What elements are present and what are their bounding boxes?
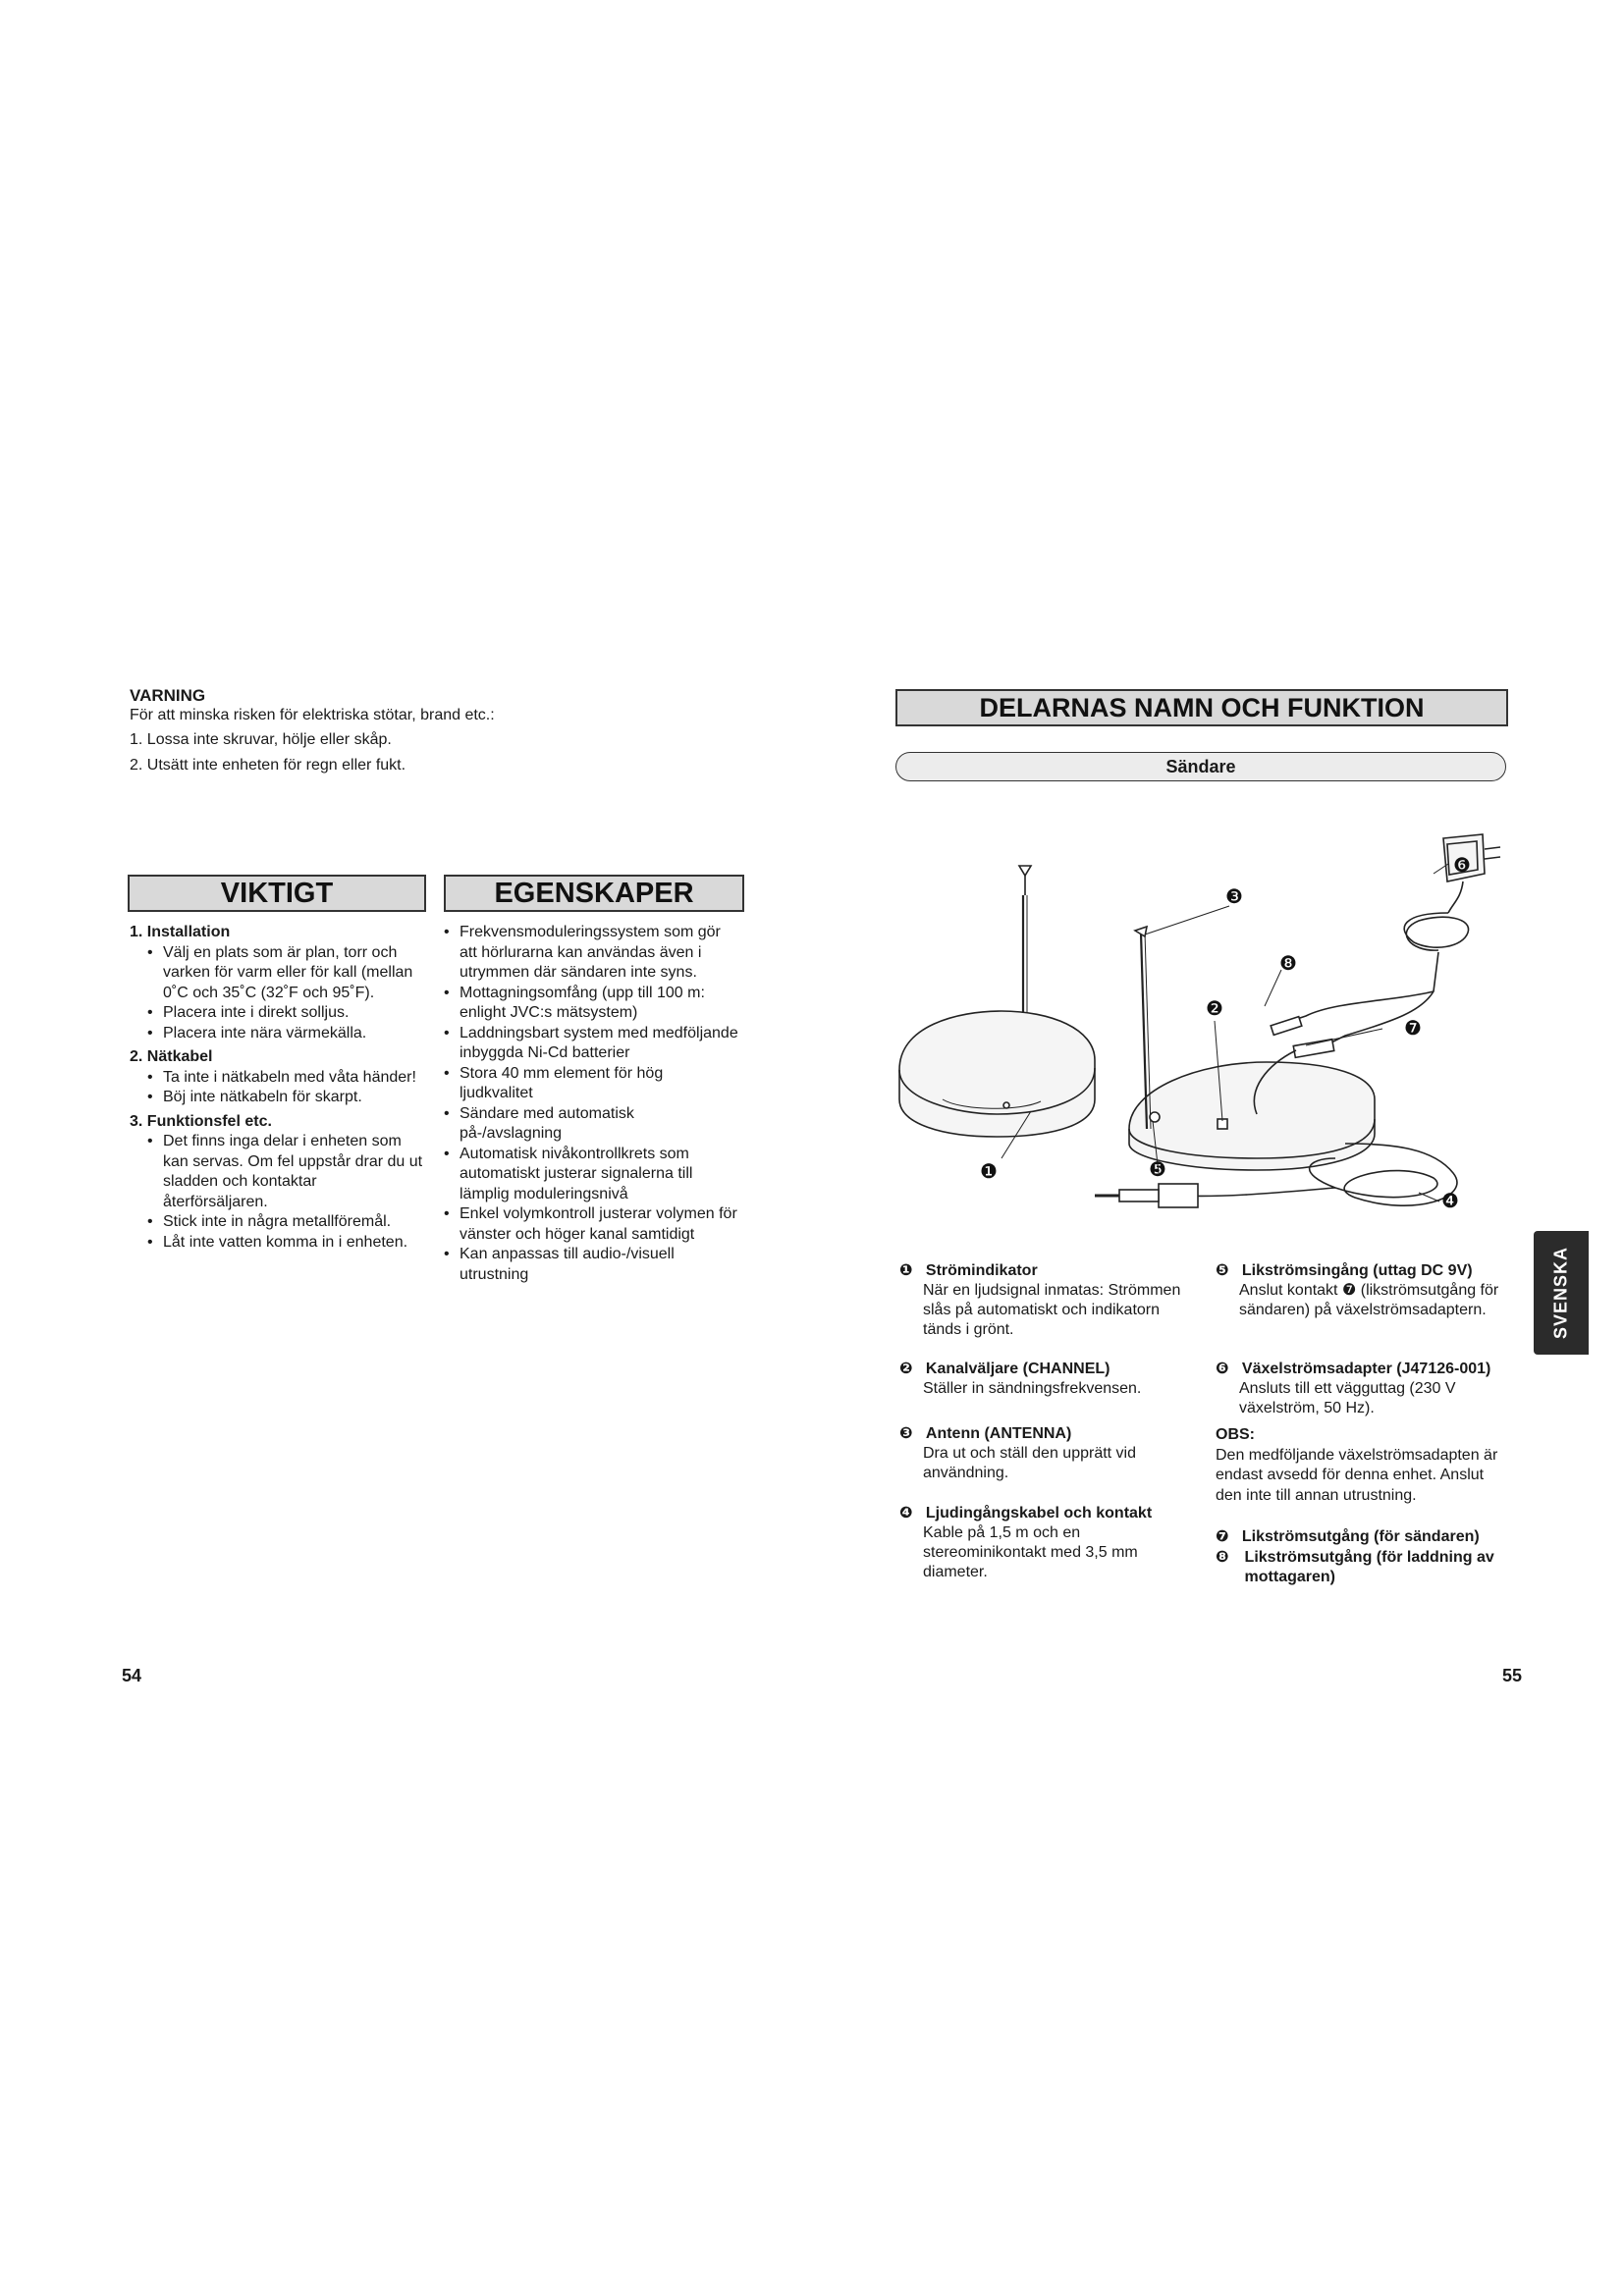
marker-2: ❷ xyxy=(1206,996,1223,1020)
part-title: Strömindikator xyxy=(925,1262,1038,1279)
part-description: Dra ut och ställ den upprätt vid användning. xyxy=(923,1445,1137,1481)
subtitle-text: Sändare xyxy=(1165,757,1236,776)
part-number: ❸ xyxy=(899,1425,913,1442)
list-item: • Stick inte in några metallföremål. xyxy=(147,1212,424,1233)
egenskaper-heading xyxy=(444,875,744,912)
marker-6: ❻ xyxy=(1453,853,1471,877)
part-title: Kanalväljare (CHANNEL) xyxy=(925,1361,1110,1377)
transmitter-unit xyxy=(1129,927,1375,1170)
part-number: ❺ xyxy=(1216,1262,1229,1279)
obs-body: Den medföljande växelströmsadapten är endast avsedd för denna enhet. Anslut den inte till annan utrustning. xyxy=(1216,1446,1498,1504)
marker-3: ❸ xyxy=(1225,884,1243,908)
part-item-6 xyxy=(1216,1360,1510,1418)
list-item: • Frekvensmoduleringssystem som gör att hörlurarna kan användas även i utrymmen där sändaren inte syns. xyxy=(444,923,740,984)
part-item-7 xyxy=(1216,1527,1510,1547)
part-number: ❽ xyxy=(1216,1549,1229,1566)
part-number: ❹ xyxy=(899,1505,913,1522)
list-item: • Sändare med automatisk på-/avslagning xyxy=(444,1104,740,1145)
transmitter-diagram xyxy=(884,805,1512,1237)
list-item: • Placera inte i direkt solljus. xyxy=(147,1003,424,1024)
part-title: Växelströmsadapter (J47126-001) xyxy=(1241,1361,1491,1377)
part-number: ❻ xyxy=(1216,1361,1229,1377)
list-item: • Stora 40 mm element för hög ljudkvalitet xyxy=(444,1064,740,1104)
part-number: ❶ xyxy=(899,1262,913,1279)
part-item-4 xyxy=(899,1504,1194,1582)
list-item: • Mottagningsomfång (upp till 100 m: enlight JVC:s mätsystem) xyxy=(444,984,740,1024)
list-item: • Laddningsbart system med medföljande inbyggda Ni-Cd batterier xyxy=(444,1024,740,1064)
marker-7: ❼ xyxy=(1404,1016,1422,1040)
part-item-8 xyxy=(1216,1548,1510,1587)
section-title-installation: 1. Installation xyxy=(130,924,231,940)
installation-list xyxy=(147,943,424,1044)
warning-block xyxy=(130,685,562,776)
marker-8: ❽ xyxy=(1279,951,1297,975)
section-title-natkabel: 2. Nätkabel xyxy=(130,1048,213,1065)
part-description: Ansluts till ett vägguttag (230 V växelström, 50 Hz). xyxy=(1239,1380,1456,1416)
natkabel-list xyxy=(147,1068,424,1108)
warning-item-2: 2. Utsätt inte enheten för regn eller fukt. xyxy=(130,757,406,774)
list-item: • Välj en plats som är plan, torr och varken för varm eller för kall (mellan 0˚C och 35˚C (32˚F och 95˚F). xyxy=(147,943,424,1004)
side-tab-label: SVENSKA xyxy=(1550,1246,1571,1340)
marker-4: ❹ xyxy=(1441,1189,1459,1212)
parts-heading xyxy=(895,689,1508,726)
funktionsfel-list xyxy=(147,1132,424,1253)
list-item: • Låt inte vatten komma in i enheten. xyxy=(147,1233,424,1254)
part-number: ❼ xyxy=(1216,1528,1229,1545)
part-item-3 xyxy=(899,1424,1194,1483)
list-item: • Kan anpassas till audio-/visuell utrustning xyxy=(444,1245,740,1285)
viktigt-heading-text: VIKTIGT xyxy=(220,878,334,909)
subtitle-pill xyxy=(895,752,1506,781)
list-item: • Enkel volymkontroll justerar volymen för vänster och höger kanal samtidigt xyxy=(444,1204,740,1245)
part-title: Likströmsutgång (för laddning av mottagaren) xyxy=(1244,1549,1494,1585)
section-title-funktionsfel: 3. Funktionsfel etc. xyxy=(130,1112,272,1130)
part-title: Antenn (ANTENNA) xyxy=(925,1425,1072,1442)
list-item: • Automatisk nivåkontrollkrets som automatiskt justerar signalerna till lämplig moduleringsnivå xyxy=(444,1145,740,1205)
receiver-unit xyxy=(899,866,1095,1137)
parts-heading-text: DELARNAS NAMN OCH FUNKTION xyxy=(979,693,1425,722)
obs-title: OBS: xyxy=(1216,1426,1255,1443)
part-item-2 xyxy=(899,1360,1194,1399)
egenskaper-content xyxy=(444,923,740,1285)
part-description: Ställer in sändningsfrekvensen. xyxy=(923,1380,1142,1397)
part-description: När en ljudsignal inmatas: Strömmen slås på automatiskt och indikatorn tänds i grönt. xyxy=(923,1282,1181,1338)
part-description: Kable på 1,5 m och en stereominikontakt med 3,5 mm diameter. xyxy=(923,1524,1138,1580)
list-item: • Böj inte nätkabeln för skarpt. xyxy=(147,1088,424,1108)
egenskaper-heading-text: EGENSKAPER xyxy=(494,878,694,909)
list-item: • Det finns inga delar i enheten som kan servas. Om fel uppstår drar du ut sladden och kontaktar återförsäljaren. xyxy=(147,1132,424,1212)
page-number-right: 55 xyxy=(1502,1666,1523,1685)
part-title: Ljudingångskabel och kontakt xyxy=(925,1505,1153,1522)
part-title: Likströmsingång (uttag DC 9V) xyxy=(1241,1262,1473,1279)
marker-5: ❺ xyxy=(1149,1157,1166,1181)
part-description: Anslut kontakt ❼ (likströmsutgång för sändaren) på växelströmsadaptern. xyxy=(1239,1282,1499,1318)
warning-intro: För att minska risken för elektriska stötar, brand etc.: xyxy=(130,707,495,723)
list-item: • Ta inte i nätkabeln med våta händer! xyxy=(147,1068,424,1089)
obs-note xyxy=(1216,1425,1510,1506)
part-title: Likströmsutgång (för sändaren) xyxy=(1241,1528,1480,1545)
viktigt-heading xyxy=(128,875,426,912)
list-item: • Placera inte nära värmekälla. xyxy=(147,1024,424,1044)
part-number: ❷ xyxy=(899,1361,913,1377)
warning-title: VARNING xyxy=(130,686,206,705)
page-number-left: 54 xyxy=(122,1666,142,1685)
part-item-1 xyxy=(899,1261,1194,1340)
part-item-5 xyxy=(1216,1261,1510,1320)
marker-1: ❶ xyxy=(980,1159,998,1183)
language-side-tab xyxy=(1534,1231,1589,1355)
features-list xyxy=(444,923,740,1285)
viktigt-content xyxy=(130,923,424,1253)
warning-item-1: 1. Lossa inte skruvar, hölje eller skåp. xyxy=(130,730,392,748)
